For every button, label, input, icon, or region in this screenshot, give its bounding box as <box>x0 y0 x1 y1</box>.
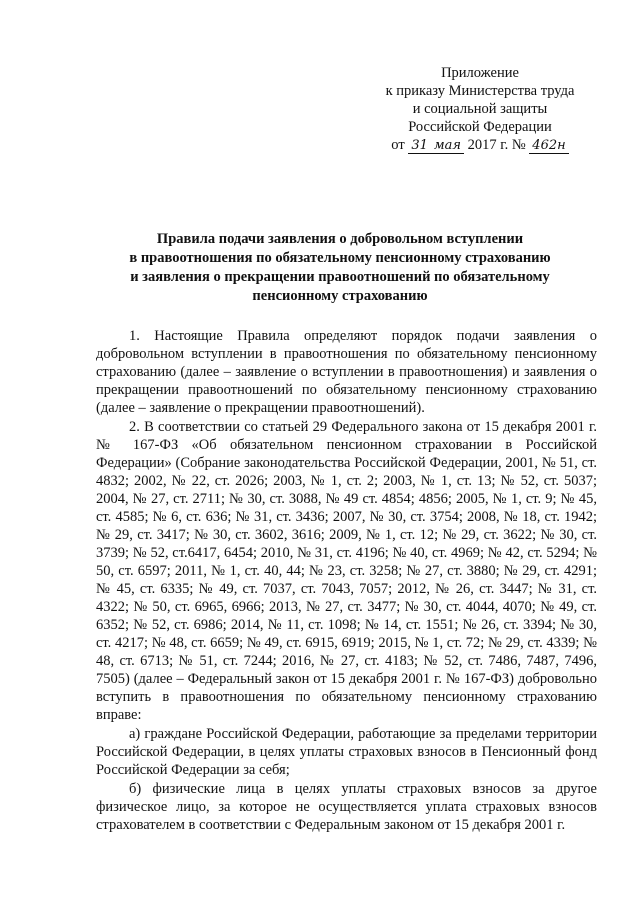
appendix-label: Приложение <box>441 65 519 81</box>
title-line-1: Правила подачи заявления о добровольном вступлении <box>156 231 524 247</box>
appendix-ministry: и социальной защиты <box>412 101 548 117</box>
handwritten-month: мая <box>431 138 464 154</box>
date-prefix: от <box>391 137 405 153</box>
paragraph-item-a: а) граждане Российской Федерации, работающие за пределами территории Российской Федерации, в целях уплаты страховых взносов в Пенсионный фонд Российской Федерации за себя; <box>96 726 597 778</box>
document-body <box>96 327 597 835</box>
paragraph-1: 1. Настоящие Правила определяют порядок подачи заявления о добровольном вступлении в правоотношения по обязательному пенсионному страхованию (далее – заявление о вступлении в правоотношения) и заявления о прекращении правоотношений по обязательному пенсионному страхованию (далее – заявление о прекращении правоотношений). <box>96 328 597 416</box>
paragraph-2: 2. В соответствии со статьей 29 Федерального закона от 15 декабря 2001 г. № 167-ФЗ «Об обязательном пенсионном страховании в Российской Федерации» (Собрание законодательства Российской Федерации, 2001, № 51, ст. 4832; 2002, № 22, ст. 2026; 2003, № 1, ст. 2; 2003, № 1, ст. 13; № 52, ст. 5037; 2004, № 27, ст. 2711; № 30, ст. 3088, № 49 ст. 4854; 4856; 2005, № 1, ст. 9; № 45, ст. 4585; № 6, ст. 636; № 31, ст. 3436; 2007, № 30, ст. 3754; 2008, № 18, ст. 1942; № 29, ст. 3417; № 30, ст. 3602, 3616; 2009, № 1, ст. 12; № 29, ст. 3622; № 30, ст. 3739; № 52, ст.6417, 6454; 2010, № 31, ст. 4196; № 40, ст. 4969; № 42, ст. 5294; № 50, ст. 6597; 2011, № 1, ст. 40, 44; № 23, ст. 3258; № 27, ст. 3880; № 29, ст. 4291; № 45, ст. 6335; № 49, ст. 7037, ст. 7043, 7057; 2012, № 26, ст. 3447; № 31, ст. 4322; № 50, ст. 6965, 6966; 2013, № 27, ст. 3477; № 30, ст. 4044, 4070; № 49, ст. 6352; № 52, ст. 6986; 2014, № 11, ст. 1098; № 14, ст. 1551; № 26, ст. 3394; № 30, ст. 4217; № 48, ст. 6659; № 49, ст. 6915, 6919; 2015, № 1, ст. 72; № 29, ст. 4339; № 48, ст. 6713; № 51, ст. 7244; 2016, № 27, ст. 4183; № 52, ст. 7486, 7487, 7496, 7505) (далее – Федеральный закон от 15 декабря 2001 г. № 167-ФЗ) добровольно вступить в правоотношения по обязательному пенсионному страхованию вправе: <box>96 419 597 723</box>
appendix-header <box>360 64 600 154</box>
title-line-2: в правоотношения по обязательному пенсионному страхованию <box>129 250 551 266</box>
document-title <box>88 230 592 306</box>
paragraph-item-b: б) физические лица в целях уплаты страховых взносов за другое физическое лицо, за которое не осуществляется уплата страховых взносов страхователем в соответствии с Федеральным законом от 15 декабря 2001 г. <box>96 781 597 833</box>
appendix-order-ref: к приказу Министерства труда <box>385 83 575 99</box>
title-line-3: и заявления о прекращении правоотношений по обязательному <box>130 269 550 285</box>
appendix-country: Российской Федерации <box>408 119 552 135</box>
handwritten-order-number: 462н <box>529 138 568 154</box>
handwritten-day: 31 <box>408 138 431 154</box>
date-year: 2017 г. № <box>467 137 526 153</box>
appendix-date-line <box>360 136 600 154</box>
title-line-4: пенсионному страхованию <box>252 288 428 304</box>
